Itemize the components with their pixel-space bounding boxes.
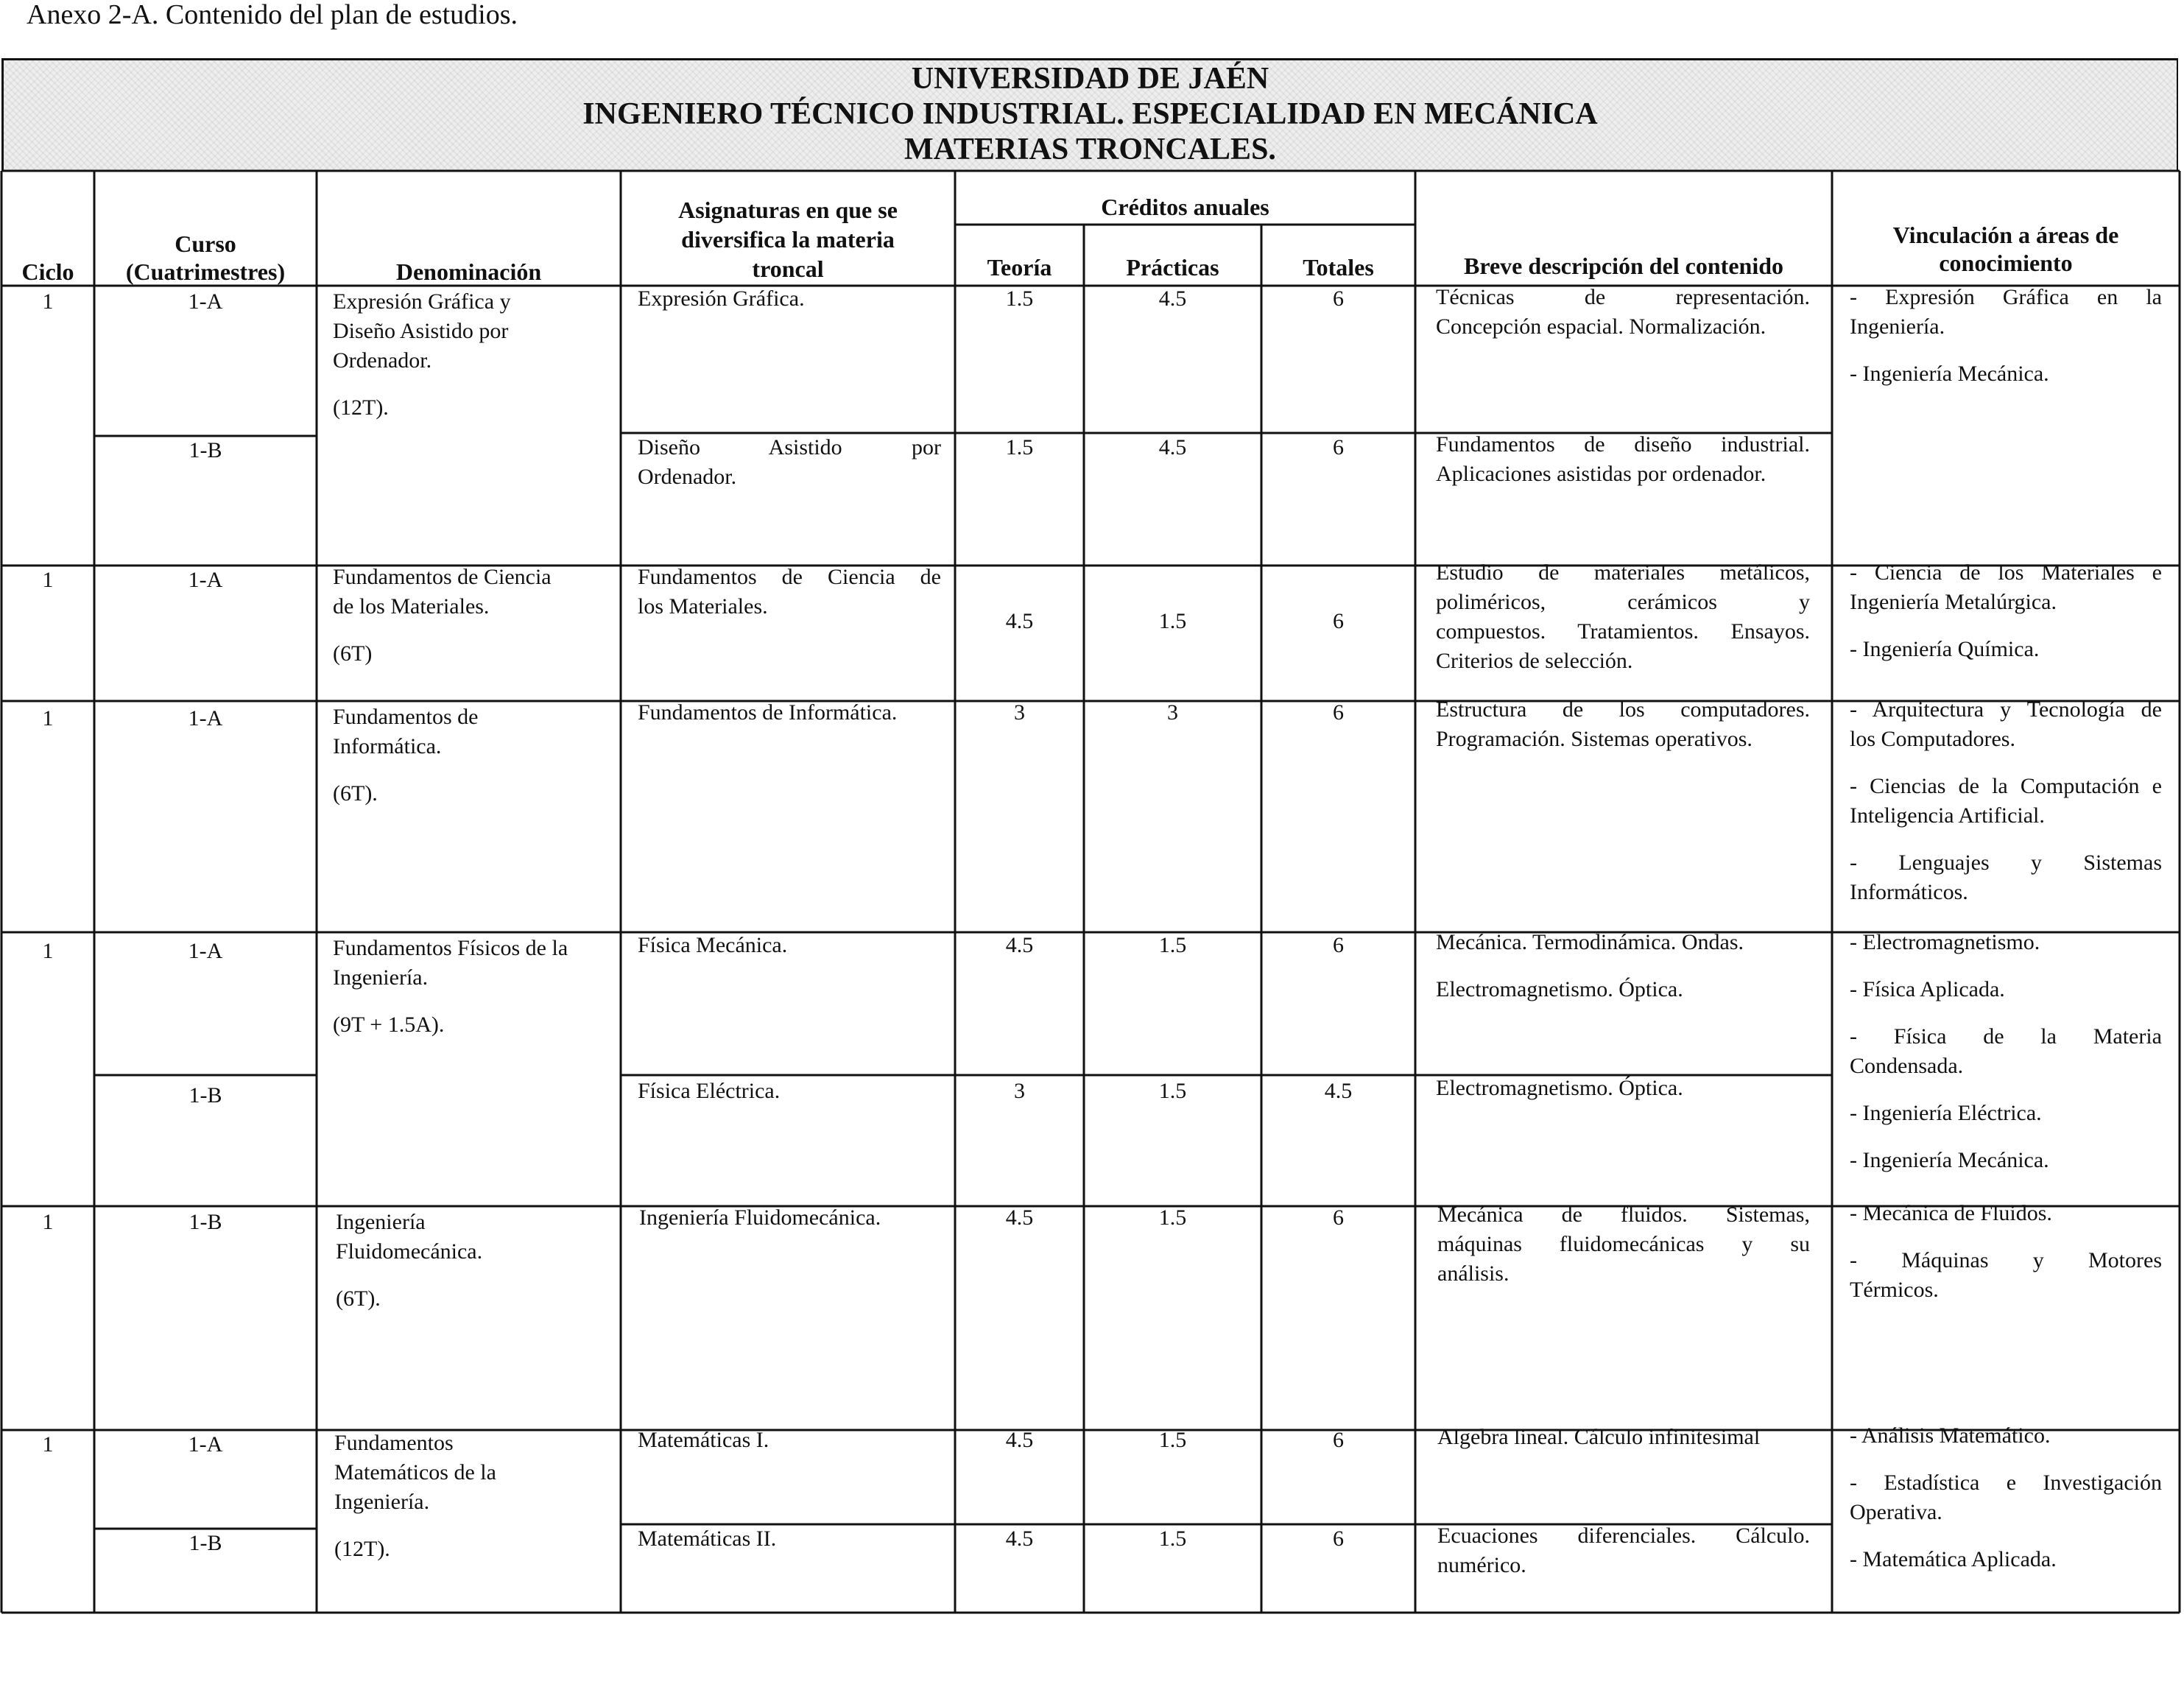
text-line: Ordenador. — [638, 465, 737, 489]
credits-note: (6T) — [333, 641, 373, 666]
ciclo-cell: 1 — [42, 1210, 54, 1234]
text-line: - Ingeniería Mecánica. — [1850, 362, 2049, 386]
ciclo-cell: 1 — [42, 289, 54, 314]
text-line: - Máquinas y Motores — [1850, 1248, 2162, 1272]
text-line: Ingeniería. — [1850, 314, 1945, 339]
text-line: - Mecánica de Fluidos. — [1850, 1201, 2052, 1225]
curso-cell: 1-B — [189, 438, 222, 462]
degree-title: INGENIERO TÉCNICO INDUSTRIAL. ESPECIALIDAD EN MECÁNICA — [582, 97, 1598, 131]
text-line: - Ingeniería Eléctrica. — [1850, 1101, 2042, 1125]
header-asignaturas-3: troncal — [752, 256, 824, 282]
text-line: - Física Aplicada. — [1850, 977, 2005, 1001]
practicas-cell: 1.5 — [1158, 933, 1187, 957]
descripcion-cell — [1436, 928, 1810, 1004]
text-line: Criterios de selección. — [1436, 649, 1633, 673]
teoria-cell: 1.5 — [1005, 286, 1034, 311]
totales-cell: 6 — [1333, 286, 1344, 311]
text-line: Inteligencia Artificial. — [1850, 803, 2045, 828]
asignatura-cell: Ingeniería Fluidomecánica. — [639, 1205, 881, 1230]
denominacion-cell — [333, 702, 613, 809]
teoria-cell: 3 — [1014, 700, 1025, 725]
curso-cell: 1-A — [188, 939, 223, 963]
header-totales: Totales — [1303, 254, 1374, 281]
teoria-cell: 4.5 — [1005, 609, 1034, 633]
text-line: Informática. — [333, 734, 442, 758]
teoria-cell: 1.5 — [1005, 435, 1034, 459]
text-line: poliméricos, cerámicos y — [1436, 590, 1810, 614]
descripcion-cell — [1436, 695, 1810, 754]
credits-note: (12T). — [334, 1537, 390, 1561]
text-line: los Materiales. — [638, 594, 768, 619]
totales-cell: 6 — [1333, 1526, 1344, 1551]
header-teoria: Teoría — [987, 254, 1052, 281]
text-line: Ingeniería. — [333, 965, 429, 990]
asignatura-cell — [638, 433, 941, 492]
vinculacion-cell — [1850, 695, 2162, 925]
descripcion-cell — [1437, 1521, 1810, 1580]
practicas-cell: 1.5 — [1158, 1428, 1187, 1452]
text-line: Fundamentos — [334, 1431, 454, 1455]
text-line: Aplicaciones asistidas por ordenador. — [1436, 462, 1766, 486]
practicas-cell: 1.5 — [1158, 1205, 1187, 1230]
descripcion-cell — [1437, 1200, 1810, 1289]
curso-cell: 1-A — [188, 706, 223, 730]
practicas-cell: 1.5 — [1158, 609, 1187, 633]
header-curso: Curso — [175, 230, 236, 257]
text-line: Térmicos. — [1850, 1278, 1939, 1302]
text-line: Expresión Gráfica y — [333, 289, 511, 314]
denominacion-cell — [333, 563, 613, 669]
denominacion-cell — [333, 287, 613, 423]
text-line: - Análisis Matemático. — [1850, 1423, 2051, 1448]
text-line: - Ingeniería Mecánica. — [1850, 1148, 2049, 1172]
caption-prefix: Anexo 2-A. — [27, 0, 159, 30]
text-line: Fundamentos de Ciencia — [333, 565, 552, 589]
practicas-cell: 4.5 — [1158, 286, 1187, 311]
text-line: Ingeniería Metalúrgica. — [1850, 590, 2057, 614]
text-line: - Lenguajes y Sistemas — [1850, 850, 2162, 875]
asignatura-cell: Matemáticas II. — [638, 1526, 777, 1551]
header-creditos: Créditos anuales — [1101, 194, 1269, 220]
asignatura-cell — [638, 563, 941, 621]
ciclo-cell: 1 — [42, 706, 54, 730]
denominacion-cell — [336, 1208, 616, 1314]
text-line: - Estadística e Investigación — [1850, 1471, 2162, 1495]
text-line: los Computadores. — [1850, 727, 2015, 751]
curso-cell: 1-A — [188, 289, 223, 314]
totales-cell: 6 — [1333, 1205, 1344, 1230]
totales-cell: 6 — [1333, 609, 1344, 633]
vinculacion-cell — [1850, 283, 2162, 406]
text-line: análisis. — [1437, 1261, 1510, 1286]
header-ciclo: Ciclo — [21, 258, 74, 285]
asignatura-cell: Matemáticas I. — [638, 1428, 769, 1452]
descripcion-cell — [1436, 558, 1810, 676]
text-line: Fundamentos de — [333, 705, 479, 729]
curso-cell: 1-B — [189, 1210, 222, 1234]
subject-type-title: MATERIAS TRONCALES. — [904, 133, 1276, 166]
text-line: Fundamentos de Ciencia de — [638, 565, 941, 589]
text-line: Ingeniería — [336, 1210, 426, 1234]
totales-cell: 6 — [1333, 1428, 1344, 1452]
ciclo-cell: 1 — [42, 939, 54, 963]
curso-cell: 1-B — [189, 1083, 222, 1107]
header-curso-sub: (Cuatrimestres) — [125, 258, 286, 285]
teoria-cell: 4.5 — [1005, 1526, 1034, 1551]
teoria-cell: 4.5 — [1005, 933, 1034, 957]
credits-note: (6T). — [333, 781, 378, 806]
descripcion-cell: Electromagnetismo. Óptica. — [1436, 1076, 1683, 1100]
teoria-cell: 4.5 — [1005, 1205, 1034, 1230]
totales-cell: 6 — [1333, 700, 1344, 725]
vinculacion-cell — [1850, 1421, 2162, 1592]
university-title: UNIVERSIDAD DE JAÉN — [911, 62, 1269, 96]
asignatura-cell: Física Eléctrica. — [638, 1079, 781, 1103]
text-line: Técnicas de representación. — [1436, 285, 1810, 309]
vinculacion-cell — [1850, 558, 2162, 682]
document-caption — [27, 0, 518, 29]
asignatura-cell: Expresión Gráfica. — [638, 286, 805, 311]
text-line: Ecuaciones diferenciales. Cálculo. — [1437, 1524, 1810, 1548]
text-line: Ordenador. — [333, 348, 432, 373]
text-line: Mecánica. Termodinámica. Ondas. — [1436, 930, 1744, 954]
totales-cell: 6 — [1333, 435, 1344, 459]
practicas-cell: 4.5 — [1158, 435, 1187, 459]
descripcion-cell — [1436, 430, 1810, 489]
totales-cell: 4.5 — [1324, 1079, 1353, 1103]
teoria-cell: 3 — [1014, 1079, 1025, 1103]
text-line: Fundamentos de diseño industrial. — [1436, 432, 1810, 457]
text-line: Mecánica de fluidos. Sistemas, — [1437, 1202, 1810, 1227]
asignatura-cell: Fundamentos de Informática. — [638, 700, 898, 725]
header-descripcion: Breve descripción del contenido — [1463, 253, 1784, 279]
text-line: - Matemática Aplicada. — [1850, 1547, 2057, 1571]
caption-text: Contenido del plan de estudios. — [158, 0, 518, 30]
text-line: Programación. Sistemas operativos. — [1436, 727, 1753, 751]
text-line: Fundamentos Físicos de la — [333, 936, 568, 960]
text-line: - Ciencias de la Computación e — [1850, 774, 2162, 798]
text-line: Electromagnetismo. Óptica. — [1436, 977, 1683, 1001]
asignatura-cell: Física Mecánica. — [638, 933, 788, 957]
text-line: Matemáticos de la — [334, 1460, 496, 1485]
header-vinculacion: Vinculación a áreas de — [1892, 222, 2119, 248]
vinculacion-cell — [1850, 1199, 2162, 1323]
totales-cell: 6 — [1333, 933, 1344, 957]
header-vinculacion-2: conocimiento — [1939, 250, 2073, 276]
ciclo-cell: 1 — [42, 568, 54, 592]
text-line: Diseño Asistido por — [638, 435, 941, 459]
curso-cell: 1-A — [188, 568, 223, 592]
curso-cell: 1-A — [188, 1432, 223, 1457]
teoria-cell: 4.5 — [1005, 1428, 1034, 1452]
text-line: Estudio de materiales metálicos, — [1436, 560, 1810, 585]
text-line: - Expresión Gráfica en la — [1850, 285, 2162, 309]
text-line: - Ciencia de los Materiales e — [1850, 560, 2162, 585]
text-line: Condensada. — [1850, 1054, 1964, 1078]
text-line: Ingeniería. — [334, 1490, 430, 1514]
descripcion-cell — [1436, 283, 1810, 342]
text-line: - Arquitectura y Tecnología de — [1850, 697, 2162, 722]
text-line: de los Materiales. — [333, 594, 490, 619]
text-line: Informáticos. — [1850, 880, 1968, 904]
text-line: máquinas fluidomecánicas y su — [1437, 1232, 1810, 1256]
text-line: - Electromagnetismo. — [1850, 930, 2040, 954]
header-asignaturas-2: diversifica la materia — [681, 226, 895, 253]
credits-note: (9T + 1.5A). — [333, 1012, 445, 1037]
ciclo-cell: 1 — [42, 1432, 54, 1457]
header-practicas: Prácticas — [1126, 254, 1219, 281]
denominacion-cell — [333, 934, 613, 1040]
text-line: Estructura de los computadores. — [1436, 697, 1810, 722]
credits-note: (12T). — [333, 395, 389, 420]
text-line: Concepción espacial. Normalización. — [1436, 314, 1766, 339]
table-banner — [1, 58, 2178, 171]
practicas-cell: 1.5 — [1158, 1079, 1187, 1103]
vinculacion-cell — [1850, 928, 2162, 1193]
text-line: - Física de la Materia — [1850, 1024, 2162, 1049]
text-line: numérico. — [1437, 1553, 1526, 1577]
credits-note: (6T). — [336, 1286, 381, 1311]
denominacion-cell — [334, 1429, 614, 1564]
text-line: Operativa. — [1850, 1500, 1942, 1524]
text-line: Diseño Asistido por — [333, 319, 509, 343]
header-asignaturas: Asignaturas en que se — [678, 197, 898, 223]
descripcion-cell: Algebra lineal. Cálculo infinitesimal — [1437, 1425, 1761, 1449]
header-denominacion: Denominación — [395, 258, 542, 285]
practicas-cell: 1.5 — [1158, 1526, 1187, 1551]
practicas-cell: 3 — [1167, 700, 1178, 725]
text-line: Fluidomecánica. — [336, 1239, 483, 1264]
curso-cell: 1-B — [189, 1531, 222, 1555]
text-line: compuestos. Tratamientos. Ensayos. — [1436, 619, 1810, 644]
text-line: - Ingeniería Química. — [1850, 637, 2040, 661]
